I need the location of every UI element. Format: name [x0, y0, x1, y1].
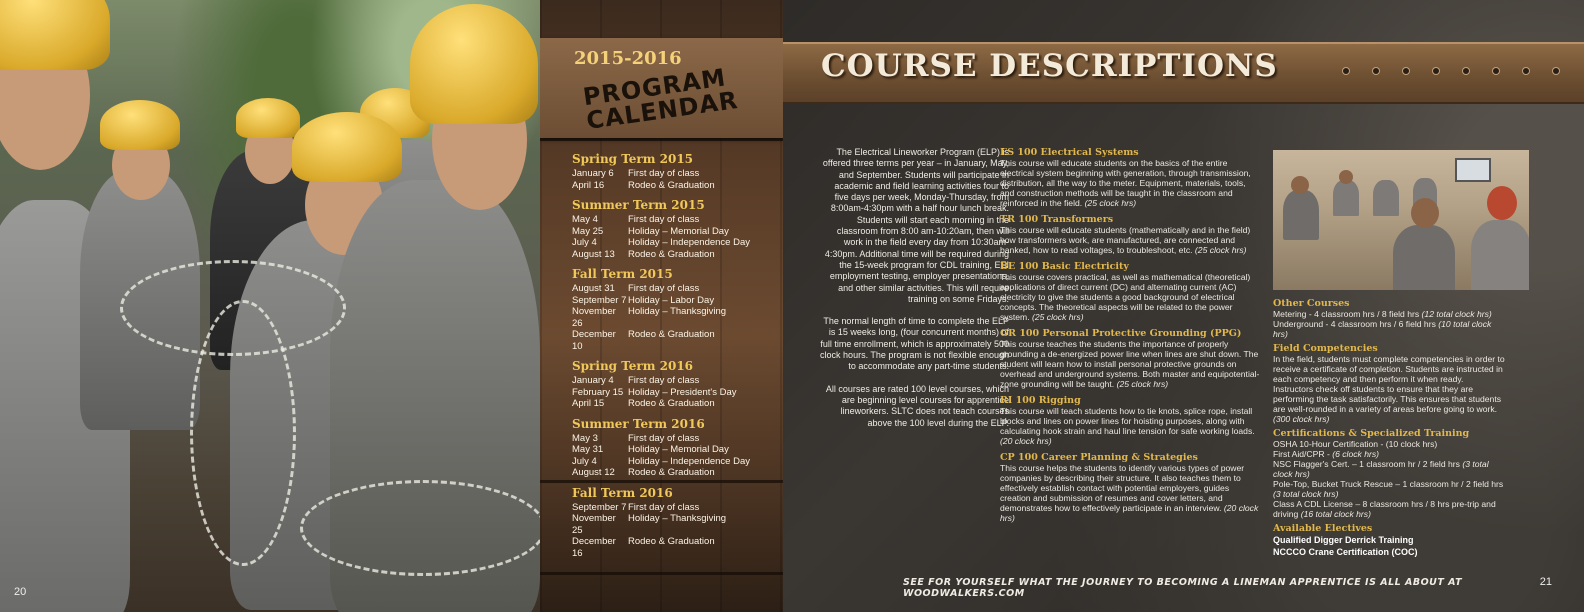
calendar-date: May 25	[572, 225, 604, 237]
page-number-left: 20	[14, 586, 27, 598]
calendar-date: January 6	[572, 168, 614, 179]
calendar-date: May 4	[572, 214, 598, 225]
calendar-term	[572, 359, 777, 410]
calendar-event: Rodeo & Graduation	[628, 248, 715, 260]
calendar-event: First day of class	[628, 168, 700, 179]
other-courses-heading: Other Courses	[1273, 298, 1350, 309]
calendar-title: PROGRAM CALENDAR	[581, 63, 740, 135]
term-heading: Fall Term 2015	[572, 267, 673, 281]
calendar-date: August 13	[572, 248, 615, 260]
calendar-event: Rodeo & Graduation	[628, 536, 715, 547]
calendar-event: Holiday – Labor Day	[628, 294, 715, 306]
calendar-row	[572, 536, 777, 559]
field-competencies-heading: Field Competencies	[1273, 343, 1378, 354]
calendar-event: Rodeo & Graduation	[628, 329, 715, 340]
other-courses-line	[1273, 319, 1505, 339]
course-hours: (20 clock hrs)	[1000, 436, 1052, 446]
program-calendar-panel	[540, 0, 783, 612]
course-hours: (25 clock hrs)	[1032, 312, 1084, 322]
calendar-row	[572, 375, 777, 387]
calendar-row	[572, 214, 777, 226]
competencies-text: In the field, students must complete competencies in order to receive a certificate of completion. Students are instructed in each competency and then perform it when ready. Instructors check off students to ensure that they are performing the task satisfactorily. This ensures that students are well-rounded in a variety of areas before going to work.	[1273, 354, 1505, 414]
line-hours: (3 total clock hrs)	[1273, 489, 1339, 499]
term-heading: Summer Term 2016	[572, 416, 705, 431]
calendar-date: July 4	[572, 455, 597, 467]
calendar-event: First day of class	[628, 214, 700, 225]
page-number-right: 21	[1539, 576, 1552, 588]
calendar-row	[572, 398, 777, 410]
calendar-row	[572, 249, 777, 261]
course-description	[1000, 225, 1262, 255]
term-heading: Spring Term 2016	[572, 359, 694, 373]
calendar-date: November 26	[572, 306, 616, 329]
calendar-date: April 15	[572, 398, 605, 409]
calendar-row	[572, 387, 777, 399]
calendar-row	[572, 513, 777, 536]
calendar-row	[572, 502, 777, 514]
calendar-row	[572, 180, 777, 192]
certifications-line	[1273, 439, 1505, 449]
calendar-event: Holiday – Thanksgiving	[628, 513, 727, 524]
calendar-date: May 3	[572, 432, 598, 444]
intro-paragraph: The Electrical Lineworker Program (ELP) is offered three terms per year – in January, May, and September. Students will participate in academic and field learning activities four to five days per week, Monday-Thursday, from 8:00am-4:30pm with a half hour lunch break. Students will start each morning in the classroom from 8:00 am-10:20am, then will work in the field every day from 10:30am-4:30pm. Additional time will be required during the 15-week program for CDL training, EEI employment testing, employer presentations, and other similar activities. This will require training on some Fridays.	[822, 147, 1009, 304]
calendar-event: Holiday – Memorial Day	[628, 225, 729, 237]
calendar-date: December 16	[572, 536, 616, 559]
line-hours: (6 clock hrs)	[1332, 449, 1380, 459]
intro-paragraph: All courses are rated 100 level courses, which are beginning level courses for apprentice lineworkers. SLTC does not teach courses above the 100 level during the ELP.	[825, 383, 1009, 428]
calendar-term	[572, 486, 777, 560]
calendar-event: First day of class	[628, 375, 700, 386]
electives-heading: Available Electives	[1273, 523, 1373, 534]
course-item	[1000, 261, 1262, 322]
course-item	[1000, 395, 1262, 446]
calendar-date: August 12	[572, 467, 615, 478]
calendar-event: Holiday – Thanksgiving	[628, 306, 727, 317]
course-name: TR 100 Transformers	[1000, 214, 1114, 225]
course-descriptions-page	[783, 0, 1584, 612]
calendar-event: Holiday – President's Day	[628, 386, 737, 398]
calendar-row	[572, 295, 777, 307]
elective-item: NCCCO Crane Certification (COC)	[1273, 547, 1418, 557]
calendar-event: Holiday – Independence Day	[628, 237, 751, 248]
line-text: OSHA 10-Hour Certification - (10 clock hrs)	[1273, 439, 1438, 449]
course-name: GR 100 Personal Protective Grounding (PPG)	[1000, 328, 1242, 339]
calendar-date: December 10	[572, 329, 616, 352]
other-courses-line	[1273, 309, 1505, 319]
certifications-line	[1273, 459, 1505, 479]
field-competencies	[1273, 343, 1505, 424]
line-hours: (12 total clock hrs)	[1421, 309, 1492, 319]
course-description	[1000, 339, 1262, 389]
line-text: Pole-Top, Bucket Truck Rescue – 1 classroom hr / 2 field hrs	[1273, 479, 1504, 489]
line-hours: (10 total clock hrs)	[1273, 319, 1492, 339]
calendar-event: First day of class	[628, 501, 700, 513]
calendar-event: Holiday – Memorial Day	[628, 444, 729, 455]
course-name: RI 100 Rigging	[1000, 395, 1081, 406]
course-hours: (25 clock hrs)	[1116, 379, 1169, 389]
line-hours: (3 total clock hrs)	[1273, 459, 1489, 479]
elective-item: Qualified Digger Derrick Training	[1273, 535, 1414, 545]
course-hours: (20 clock hrs)	[1000, 503, 1259, 523]
intro-paragraph: The normal length of time to complete the ELP is 15 weeks long, (four concurrent months) of full time enrollment, which is approximately 500 clock hours. The program is not flexible enough to accommodate any part-time students.	[820, 316, 1009, 372]
calendar-date: May 31	[572, 444, 604, 455]
competencies-hours: (300 clock hrs)	[1273, 414, 1330, 424]
course-descriptions-title: COURSE DESCRIPTIONS	[821, 48, 1278, 84]
calendar-date: February 15	[572, 386, 624, 398]
course-hours: (25 clock hrs)	[1084, 198, 1137, 208]
course-desc-text: This course will educate students (mathematically and in the field) how transformers work, are manufactured, are connected and banked, how to read voltages, to troubleshoot, etc.	[1000, 225, 1251, 255]
calendar-row	[572, 444, 777, 456]
calendar-event: Rodeo & Graduation	[628, 467, 715, 478]
calendar-date: September 7	[572, 501, 627, 513]
line-text: Class A CDL License – 8 classroom hrs / 8 hrs pre-trip and driving	[1273, 499, 1496, 519]
term-heading: Fall Term 2016	[572, 485, 673, 500]
calendar-row	[572, 433, 777, 445]
calendar-term	[572, 417, 777, 479]
line-text: NSC Flagger's Cert. – 1 classroom hr / 2 field hrs	[1273, 459, 1460, 469]
course-desc-text: This course covers practical, as well as mathematical (theoretical) applications of direct current (DC) and alternating current (AC) electricity to give the students a good background of electrical concepts. The theoretical aspects will be related to the power system.	[1000, 272, 1251, 322]
calendar-event: First day of class	[628, 432, 700, 444]
calendar-date: July 4	[572, 237, 597, 248]
calendar-event: First day of class	[628, 283, 700, 294]
course-item	[1000, 147, 1262, 208]
calendar-term	[572, 152, 777, 191]
certifications-heading: Certifications & Specialized Training	[1273, 428, 1470, 439]
calendar-date: August 31	[572, 283, 615, 294]
course-item	[1000, 452, 1262, 523]
course-name: CP 100 Career Planning & Strategies	[1000, 452, 1198, 463]
classroom-photo	[1273, 150, 1529, 290]
calendar-row	[572, 467, 777, 479]
footer-tagline: SEE FOR YOURSELF WHAT THE JOURNEY TO BECOMING A LINEMAN APPRENTICE IS ALL ABOUT AT WOODWALKERS.COM	[903, 577, 1463, 599]
line-text: Metering - 4 classroom hrs / 8 field hrs	[1273, 309, 1420, 319]
course-desc-text: This course will teach students how to tie knots, splice rope, install blocks and lines on power lines for hoisting purposes, along with calculating hook strain and haul line tension for safe working loads.	[1000, 406, 1255, 436]
calendar-row	[572, 168, 777, 180]
course-desc-text: This course helps the students to identify various types of power companies by describing their structure. It also teaches them to effectively establish contact with potential employers, guides creation and submission of resumes and cover letters, and demonstrates how to effectively participate in an interview.	[1000, 463, 1245, 513]
calendar-row	[572, 329, 777, 352]
course-name: ES 100 Electrical Systems	[1000, 147, 1139, 158]
available-electives	[1273, 523, 1505, 558]
calendar-event: Rodeo & Graduation	[628, 398, 715, 409]
calendar-event: Rodeo & Graduation	[628, 179, 715, 191]
calendar-row	[572, 283, 777, 295]
calendar-term-list	[572, 152, 777, 566]
certifications-line	[1273, 449, 1505, 459]
term-heading: Spring Term 2015	[572, 152, 694, 166]
course-description	[1000, 406, 1262, 446]
certifications-line	[1273, 479, 1505, 499]
calendar-term	[572, 267, 777, 352]
course-desc-text: This course teaches the students the importance of properly grounding a de-energized power line when lines are shut down. The student will learn how to install personal protective grounds on overhead and underground systems. Both master and equipotential-zone grounding will be taught.	[1000, 339, 1260, 389]
calendar-date: September 7	[572, 294, 627, 306]
course-description	[1000, 463, 1262, 523]
sidebar-info	[1273, 298, 1505, 562]
line-hours: (16 total clock hrs)	[1300, 509, 1371, 519]
lineworkers-photo	[0, 0, 540, 612]
calendar-year: 2015-2016	[574, 48, 682, 69]
course-name: BE 100 Basic Electricity	[1000, 261, 1129, 272]
course-description	[1000, 158, 1262, 208]
calendar-date: November 25	[572, 513, 616, 536]
certifications	[1273, 428, 1505, 519]
calendar-row	[572, 226, 777, 238]
course-description	[1000, 272, 1262, 322]
certifications-line	[1273, 499, 1505, 519]
course-item	[1000, 328, 1262, 389]
calendar-event: Holiday – Independence Day	[628, 455, 751, 467]
calendar-row	[572, 456, 777, 468]
course-hours: (25 clock hrs)	[1194, 245, 1247, 255]
term-heading: Summer Term 2015	[572, 198, 705, 212]
other-courses	[1273, 298, 1505, 339]
calendar-term	[572, 198, 777, 260]
field-competencies-text	[1273, 354, 1505, 424]
calendar-date: January 4	[572, 375, 614, 386]
course-item	[1000, 214, 1262, 255]
calendar-row	[572, 306, 777, 329]
calendar-row	[572, 237, 777, 249]
line-text: First Aid/CPR -	[1273, 449, 1330, 459]
calendar-date: April 16	[572, 179, 605, 191]
line-text: Underground - 4 classroom hrs / 6 field hrs	[1273, 319, 1436, 329]
course-list	[1000, 147, 1262, 529]
program-intro	[819, 147, 1009, 440]
course-desc-text: This course will educate students on the basics of the entire electrical system beginning with generation, through transmission, distribution, all the way to the meter. Equipment, materials, tools, and construction methods will be taught in the classroom and reinforced in the field.	[1000, 158, 1251, 208]
